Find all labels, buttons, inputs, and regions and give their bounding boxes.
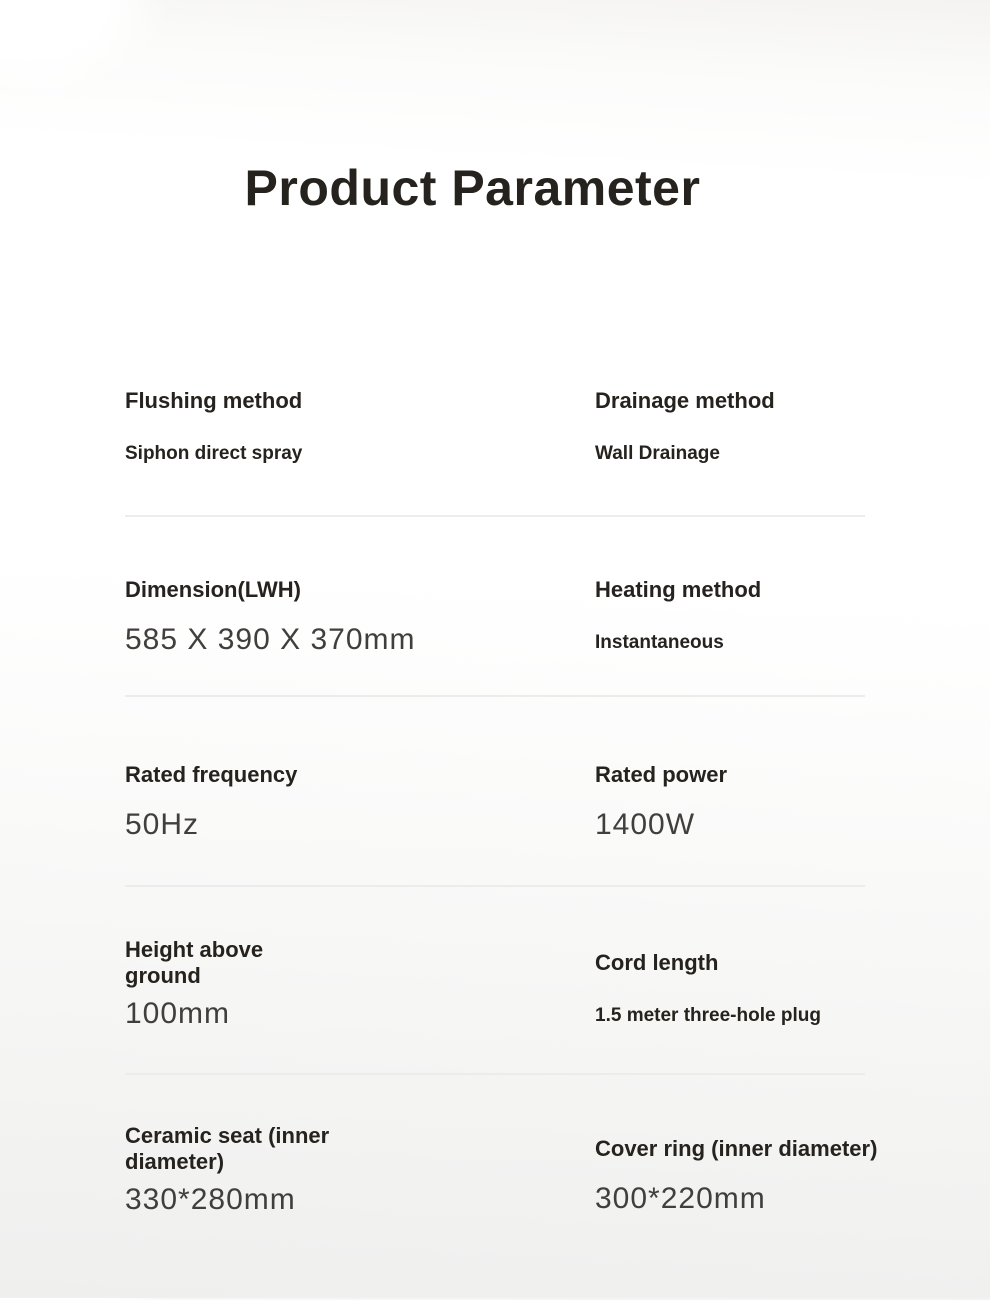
spec-cell-rated-power <box>595 762 865 885</box>
param-label: Cover ring (inner diameter) <box>595 1136 878 1161</box>
page-title: Product Parameter <box>244 160 701 216</box>
spec-row <box>125 887 865 1073</box>
spec-cell-drainage-method <box>595 388 865 515</box>
param-value: Siphon direct spray <box>125 443 303 464</box>
param-label: Rated frequency <box>125 762 298 787</box>
spec-cell-heating-method <box>595 577 865 695</box>
param-label: Flushing method <box>125 388 303 413</box>
param-value: 330*280mm <box>125 1183 296 1216</box>
spec-cell-cord-length <box>595 937 865 1073</box>
param-value: Instantaneous <box>595 632 724 653</box>
spec-cell-flushing-method <box>125 388 595 515</box>
spec-row <box>125 1075 878 1300</box>
param-label: Ceramic seat (inner diameter) <box>125 1123 330 1174</box>
param-label: Drainage method <box>595 388 775 413</box>
spec-cell-rated-frequency <box>125 762 595 885</box>
param-label: Height above ground <box>125 937 264 988</box>
param-value: 100mm <box>125 997 231 1030</box>
spec-cell-height-above-ground <box>125 937 595 1073</box>
param-value: 1400W <box>595 808 696 841</box>
param-value: 585 X 390 X 370mm <box>125 623 416 656</box>
spec-row <box>125 385 865 515</box>
param-label: Rated power <box>595 762 728 787</box>
param-value: 50Hz <box>125 808 200 841</box>
spec-table <box>125 385 878 1300</box>
spec-row <box>125 517 865 695</box>
param-label: Cord length <box>595 950 719 975</box>
param-value: 1.5 meter three-hole plug <box>595 1005 821 1026</box>
spec-cell-ceramic-seat <box>125 1123 595 1300</box>
param-label: Dimension(LWH) <box>125 577 301 602</box>
spec-cell-dimension <box>125 577 595 695</box>
spec-cell-cover-ring <box>595 1123 877 1300</box>
param-label: Heating method <box>595 577 762 602</box>
param-value: Wall Drainage <box>595 443 720 464</box>
spec-row <box>125 697 865 885</box>
param-value: 300*220mm <box>595 1182 766 1215</box>
